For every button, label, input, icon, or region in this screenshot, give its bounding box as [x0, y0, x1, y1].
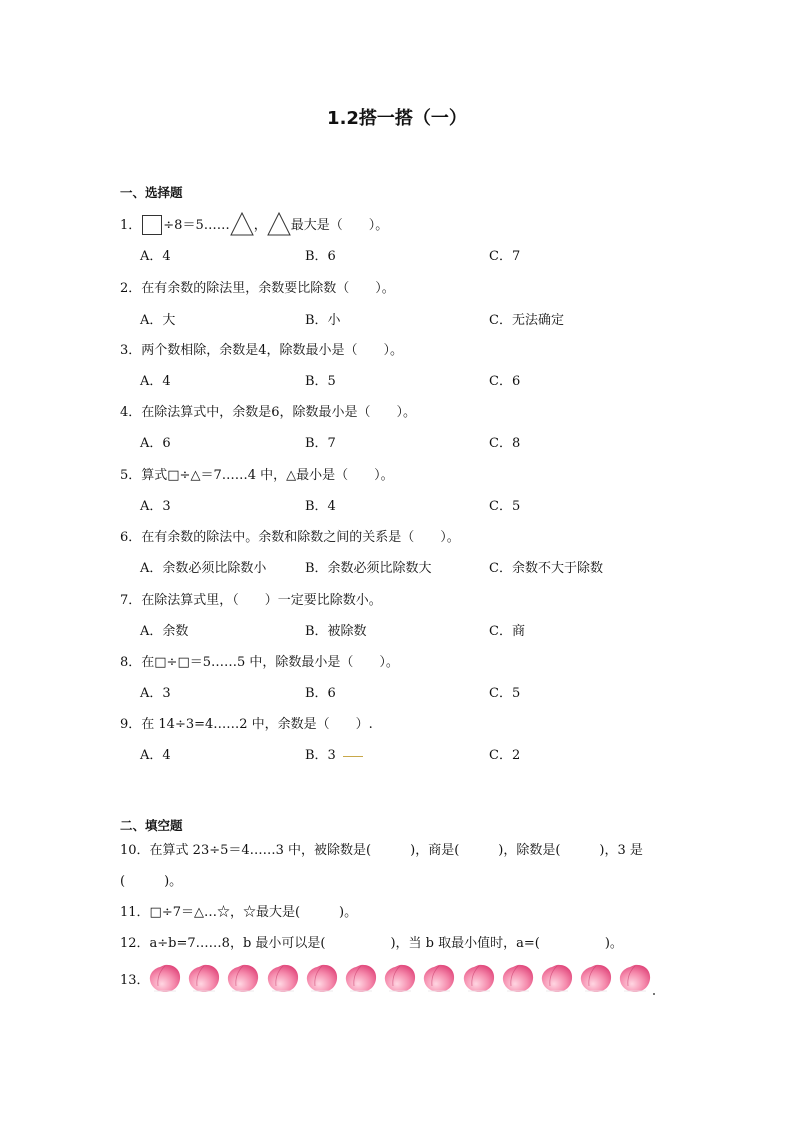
- q4-option-a[interactable]: A．6: [140, 436, 171, 451]
- question-12: 12．a÷b=7……8，b 最小可以是( )，当 b 取最小值时，a=( )。: [120, 936, 623, 951]
- section-heading-fill: 二、填空题: [120, 818, 183, 833]
- peach-icon: [226, 962, 260, 994]
- q6-option-b[interactable]: B．余数必须比除数大: [305, 561, 432, 576]
- q4-option-c[interactable]: C．8: [489, 436, 521, 451]
- q6-option-c[interactable]: C．余数不大于除数: [489, 561, 603, 576]
- page-title: 1.2搭一搭（一）: [327, 108, 467, 129]
- peach-icon: [383, 962, 417, 994]
- peach-icon: [266, 962, 300, 994]
- q3-option-b[interactable]: B．5: [305, 374, 336, 389]
- q2-option-c[interactable]: C．无法确定: [489, 313, 564, 328]
- q1-option-a[interactable]: A．4: [140, 249, 171, 264]
- stray-dot: [653, 993, 655, 995]
- question-1: 1． ÷8＝5…… ， 最大是（ ）。: [120, 212, 388, 236]
- q5-option-b[interactable]: B．4: [305, 499, 336, 514]
- q8-option-b[interactable]: B．6: [305, 686, 336, 701]
- q4-option-b[interactable]: B．7: [305, 436, 336, 451]
- peach-icon: [305, 962, 339, 994]
- question-10-line-1: 10．在算式 23÷5＝4……3 中，被除数是( )，商是( )，除数是( )，3 是: [120, 843, 643, 858]
- q9-option-a[interactable]: A．4: [140, 748, 171, 763]
- decorative-dash: [343, 756, 363, 757]
- question-10-line-2: ( )。: [120, 874, 183, 889]
- q7-option-a[interactable]: A．余数: [140, 624, 189, 639]
- q3-option-c[interactable]: C．6: [489, 374, 521, 389]
- square-box-icon: [142, 215, 162, 235]
- section-heading-choice: 一、选择题: [120, 185, 183, 200]
- q9-option-b[interactable]: B．3: [305, 748, 336, 763]
- q5-option-a[interactable]: A．3: [140, 499, 171, 514]
- q2-option-b[interactable]: B．小: [305, 313, 341, 328]
- q6-option-a[interactable]: A．余数必须比除数小: [140, 561, 267, 576]
- q2-option-a[interactable]: A．大: [140, 313, 176, 328]
- q1-option-c[interactable]: C．7: [489, 249, 521, 264]
- triangle-icon: [267, 212, 291, 236]
- question-1-equation: ÷8＝5……: [163, 218, 230, 233]
- question-5: 5．算式□÷△＝7……4 中，△最小是（ ）。: [120, 468, 394, 483]
- q9-option-c[interactable]: C．2: [489, 748, 521, 763]
- question-1-tail: 最大是（ ）。: [290, 218, 389, 233]
- peach-icon: [422, 962, 456, 994]
- peach-icon: [501, 962, 535, 994]
- peach-icon: [540, 962, 574, 994]
- question-13-number: 13．: [120, 973, 150, 988]
- triangle-icon: [230, 212, 254, 236]
- q8-option-a[interactable]: A．3: [140, 686, 171, 701]
- peach-icon: [462, 962, 496, 994]
- q8-option-c[interactable]: C．5: [489, 686, 521, 701]
- q7-option-c[interactable]: C．商: [489, 624, 525, 639]
- question-4: 4．在除法算式中，余数是6，除数最小是（ ）。: [120, 405, 417, 420]
- peach-icon: [579, 962, 613, 994]
- question-9: 9．在 14÷3=4……2 中，余数是（ ）.: [120, 717, 373, 732]
- question-6: 6．在有余数的除法中。余数和除数之间的关系是（ ）。: [120, 530, 460, 545]
- peach-icon: [344, 962, 378, 994]
- question-7: 7．在除法算式里，（ ）一定要比除数小。: [120, 593, 382, 608]
- question-1-number: 1．: [120, 218, 142, 233]
- question-3: 3．两个数相除，余数是4，除数最小是（ ）。: [120, 343, 404, 358]
- question-2: 2．在有余数的除法里，余数要比除数（ ）。: [120, 281, 395, 296]
- q3-option-a[interactable]: A．4: [140, 374, 171, 389]
- q5-option-c[interactable]: C．5: [489, 499, 521, 514]
- peach-icon: [187, 962, 221, 994]
- q7-option-b[interactable]: B．被除数: [305, 624, 367, 639]
- q1-option-b[interactable]: B．6: [305, 249, 336, 264]
- question-11: 11．□÷7＝△…☆，☆最大是( )。: [120, 905, 358, 920]
- peach-icon: [148, 962, 182, 994]
- question-8: 8．在□÷□＝5……5 中，除数最小是（ ）。: [120, 655, 399, 670]
- peach-icon: [618, 962, 652, 994]
